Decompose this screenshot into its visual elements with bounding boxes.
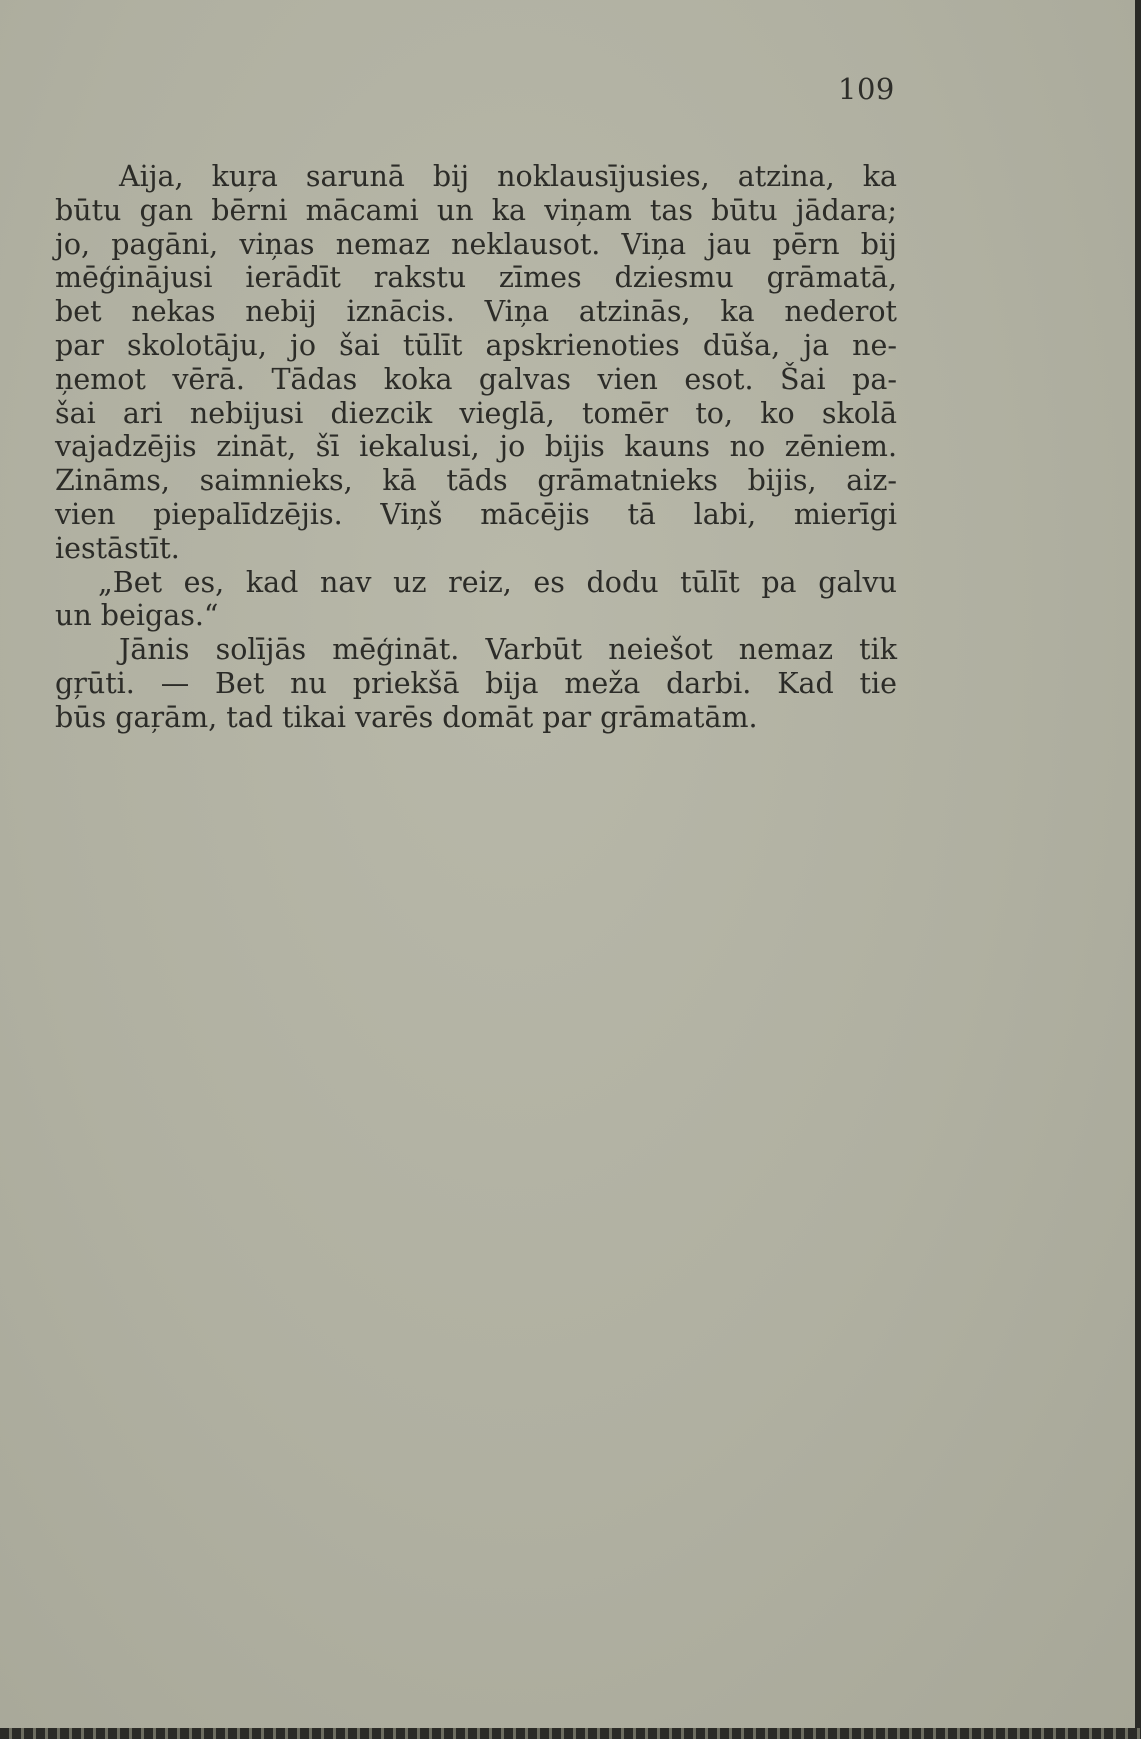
text-line: būtu gan bērni mācami un ka viņam tas būtu jādara; bbox=[55, 193, 897, 227]
text-line: Aija, kuŗa sarunā bij noklausījusies, atzina, ka bbox=[119, 160, 897, 193]
text-line: būs gaŗām, tad tikai varēs domāt par grāmatām. bbox=[55, 700, 758, 734]
text-line: vajadzējis zināt, šī iekalusi, jo bijis kauns no zēniem. bbox=[55, 430, 897, 464]
page-edge-right bbox=[1135, 0, 1141, 1739]
body-text bbox=[55, 160, 897, 735]
text-line: „Bet es, kad nav uz reiz, es dodu tūlīt pa galvu bbox=[98, 565, 897, 599]
text-line: ņemot vērā. Tādas koka galvas vien esot. Šai pa- bbox=[55, 362, 897, 396]
text-line: par skolotāju, jo šai tūlīt apskrienoties dūša, ja ne- bbox=[55, 328, 897, 362]
text-line: un beigas.“ bbox=[55, 599, 219, 633]
page-number: 109 bbox=[838, 72, 895, 106]
text-line: šai ari nebijusi diezcik vieglā, tomēr to, ko skolā bbox=[55, 396, 897, 430]
text-line: bet nekas nebij iznācis. Viņa atzinās, ka nederot bbox=[55, 295, 897, 329]
text-line: vien piepalīdzējis. Viņš mācējis tā labi, mierīgi bbox=[55, 497, 897, 531]
text-line: iestāstīt. bbox=[55, 531, 180, 565]
text-line: mēģinājusi ierādīt rakstu zīmes dziesmu grāmatā, bbox=[55, 261, 897, 295]
text-line: Jānis solījās mēģināt. Varbūt neiešot nemaz tik bbox=[119, 633, 897, 667]
text-line: Zināms, saimnieks, kā tāds grāmatnieks bijis, aiz- bbox=[55, 464, 897, 498]
page-edge-bottom bbox=[0, 1728, 1141, 1739]
text-line: gŗūti. — Bet nu priekšā bija meža darbi. Kad tie bbox=[55, 666, 897, 700]
text-line: jo, pagāni, viņas nemaz neklausot. Viņa jau pērn bij bbox=[55, 227, 897, 261]
